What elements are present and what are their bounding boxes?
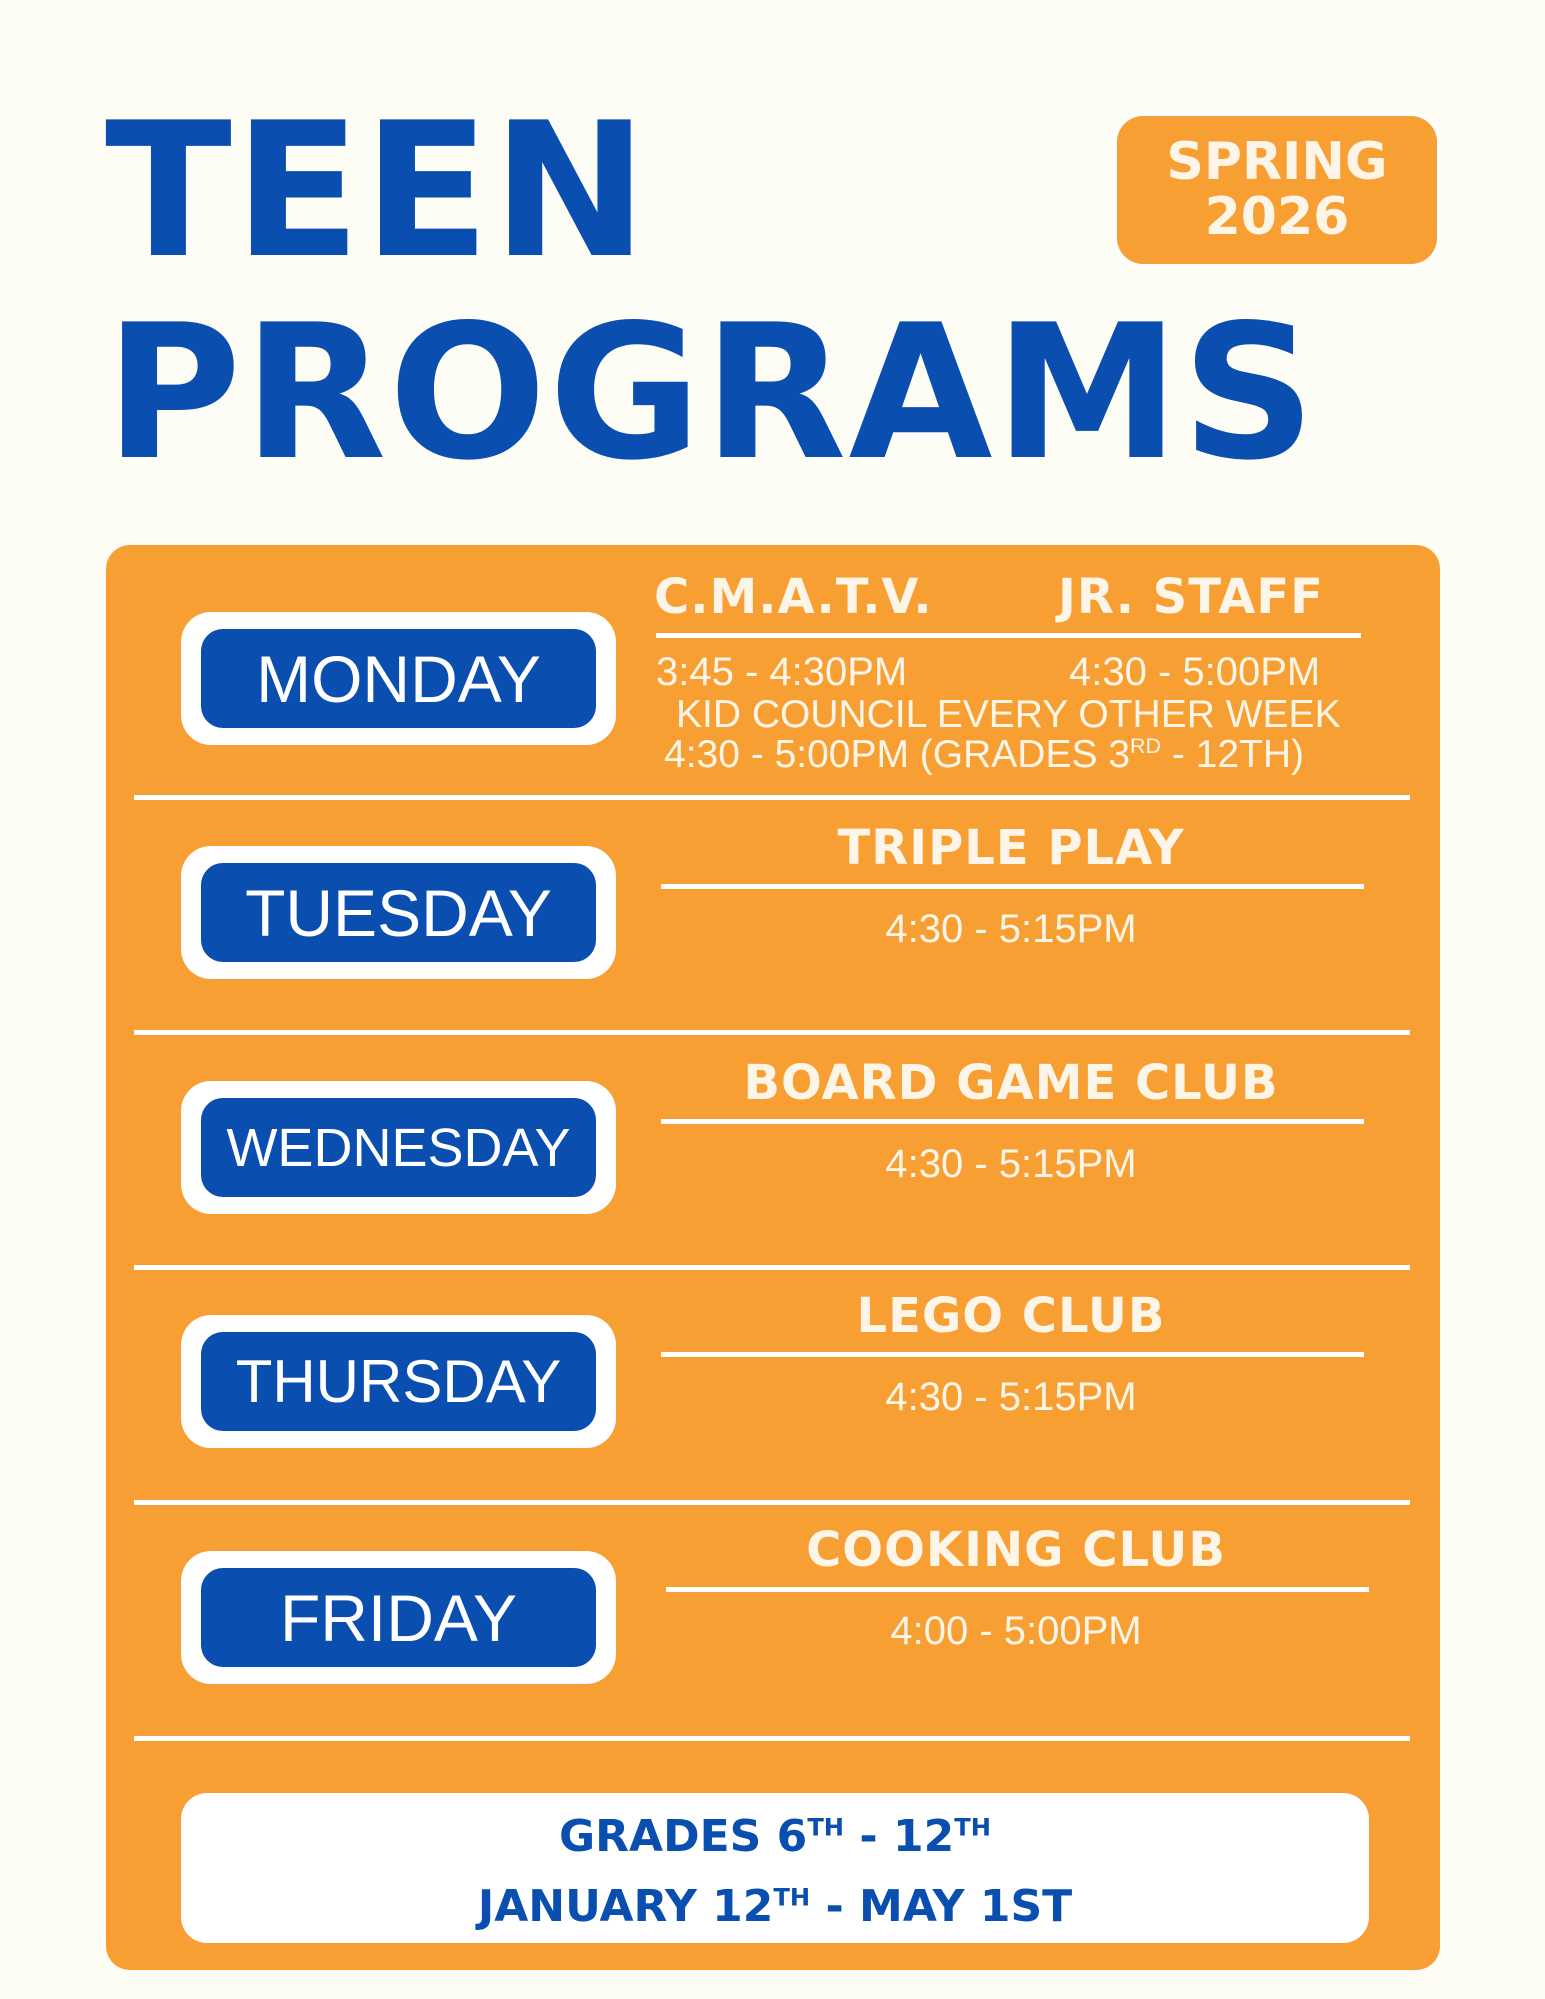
program-title-jr-staff: JR. STAFF (1058, 569, 1324, 625)
wednesday-program-underline (661, 1119, 1364, 1124)
schedule-row-monday (106, 545, 1440, 795)
friday-program-underline (666, 1587, 1369, 1592)
day-label-monday: MONDAY (201, 629, 596, 728)
program-time-jr-staff: 4:30 - 5:00PM (1069, 650, 1321, 694)
season-label: SPRING (1166, 132, 1388, 193)
day-pill-tuesday (181, 846, 616, 979)
title-line-teen: TEEN (105, 82, 650, 299)
kid-council-time: 4:30 - 5:00PM (GRADES 3RD - 12TH) (664, 733, 1305, 776)
program-time-lego-club: 4:30 - 5:15PM (885, 1375, 1137, 1419)
grades-range: GRADES 6TH - 12TH (559, 1811, 991, 1862)
day-label-wednesday: WEDNESDAY (201, 1098, 596, 1197)
footer-info-box (181, 1793, 1369, 1943)
program-title-board-game-club: BOARD GAME CLUB (743, 1055, 1279, 1111)
program-title-cmatv: C.M.A.T.V. (654, 569, 933, 625)
tuesday-program-underline (661, 884, 1364, 889)
day-label-friday: FRIDAY (201, 1568, 596, 1667)
program-time-cmatv: 3:45 - 4:30PM (656, 650, 908, 694)
title-line-programs: PROGRAMS (105, 284, 1318, 501)
day-label-thursday: THURSDAY (201, 1332, 596, 1431)
day-pill-wednesday (181, 1081, 616, 1214)
schedule-row-wednesday (106, 1035, 1440, 1265)
program-title-cooking-club: COOKING CLUB (806, 1522, 1226, 1578)
program-time-triple-play: 4:30 - 5:15PM (885, 907, 1137, 951)
schedule-row-friday (106, 1505, 1440, 1735)
monday-program-underline (656, 633, 1361, 638)
day-pill-thursday (181, 1315, 616, 1448)
program-time-board-game-club: 4:30 - 5:15PM (885, 1142, 1137, 1186)
thursday-program-underline (661, 1352, 1364, 1357)
row-divider (134, 1736, 1410, 1741)
day-label-tuesday: TUESDAY (201, 863, 596, 962)
schedule-card (106, 545, 1440, 1970)
kid-council-note: KID COUNCIL EVERY OTHER WEEK (676, 693, 1341, 736)
schedule-row-tuesday (106, 800, 1440, 1030)
date-range: JANUARY 12TH - MAY 1ST (477, 1881, 1073, 1932)
program-time-cooking-club: 4:00 - 5:00PM (890, 1609, 1142, 1653)
day-pill-monday (181, 612, 616, 745)
schedule-row-thursday (106, 1270, 1440, 1500)
program-title-triple-play: TRIPLE PLAY (837, 820, 1185, 876)
season-year: 2026 (1204, 187, 1350, 247)
day-pill-friday (181, 1551, 616, 1684)
season-badge (1117, 116, 1437, 264)
program-title-lego-club: LEGO CLUB (856, 1288, 1166, 1344)
